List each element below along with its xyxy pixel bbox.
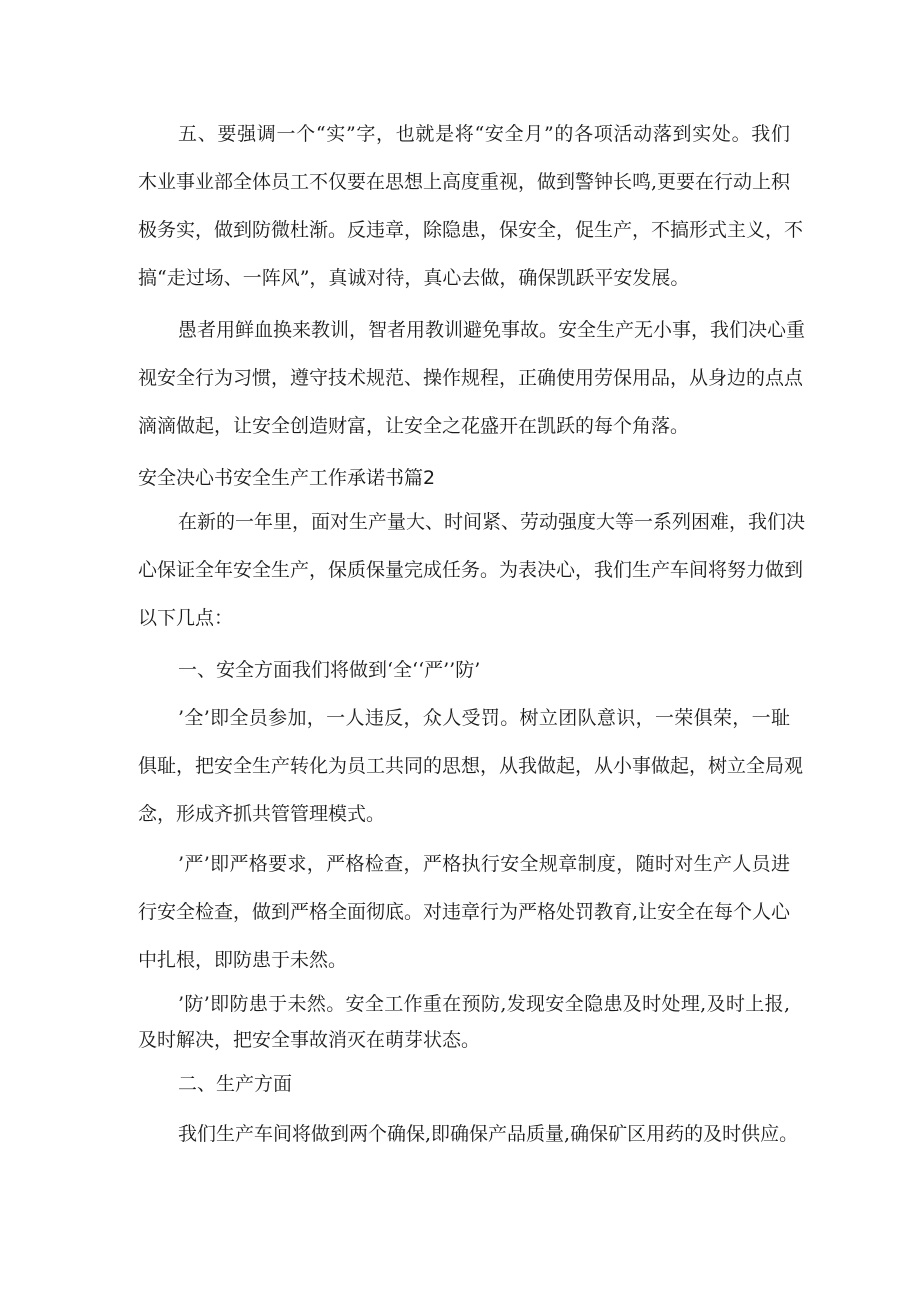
text-line: 滴滴做起，让安全创造财富，让安全之花盛开在凯跃的每个角落。: [138, 415, 690, 437]
text-line: 以下几点：: [138, 607, 234, 629]
text-line: 念，形成齐抓共管管理模式。: [138, 803, 386, 825]
text-line: 木业事业部全体员工不仅要在思想上高度重视，做到警钟长鸣,更要在行动上积: [138, 171, 791, 193]
paragraph-production-aspect: [138, 1060, 790, 1108]
section-heading: 安全决心书安全生产工作承诺书篇2: [138, 467, 436, 489]
text-line: 五、要强调一个“实”字，也就是将“安全月”的各项活动落到实处。我们: [178, 123, 790, 145]
text-line: ’全’即全员参加，一人违反，众人受罚。树立团队意识，一荣俱荣，一耻: [178, 707, 790, 729]
paragraph-fang: [138, 986, 790, 1058]
paragraph-safety-month: [138, 110, 804, 302]
text-line: 二、生产方面: [178, 1073, 293, 1095]
text-line: ’严’即严格要求，严格检查，严格执行安全规章制度，随时对生产人员进: [178, 853, 790, 875]
text-line: 极务实，做到防微杜渐。反违章，除隐患，保安全，促生产，不搞形式主义，不: [138, 219, 804, 241]
paragraph-intro: [138, 498, 806, 642]
text-line: ’防’即防患于未然。安全工作重在预防,发现安全隐患及时处理,及时上报,: [178, 993, 790, 1015]
text-line: 我们生产车间将做到两个确保,即确保产品质量,确保矿区用药的及时供应。: [178, 1123, 799, 1145]
text-line: 中扎根，即防患于未然。: [138, 949, 348, 971]
text-line: 搞“走过场、一阵风”，真诚对待，真心去做，确保凯跃平安发展。: [138, 267, 690, 289]
paragraph-safety-aspect: [138, 646, 790, 694]
text-line: 心保证全年安全生产，保质保量完成任务。为表决心，我们生产车间将努力做到: [138, 559, 804, 581]
text-line: 在新的一年里，面对生产量大、时间紧、劳动强度大等一系列困难，我们决: [178, 511, 806, 533]
text-line: 俱耻，把安全生产转化为员工共同的思想，从我做起，从小事做起，树立全局观: [138, 755, 804, 777]
text-line: 愚者用鲜血换来教训，智者用教训避免事故。安全生产无小事，我们决心重: [178, 319, 806, 341]
paragraph-two-guarantees: [138, 1110, 799, 1158]
paragraph-quan: [138, 694, 804, 838]
text-line: 行安全检查，做到严格全面彻底。对违章行为严格处罚教育,让安全在每个人心: [138, 901, 791, 923]
paragraph-lessons: [138, 306, 806, 450]
text-line: 及时解决，把安全事故消灭在萌芽状态。: [138, 1029, 481, 1051]
text-line: 视安全行为习惯，遵守技术规范、操作规程，正确使用劳保用品，从身边的点点: [138, 367, 804, 389]
text-line: 一、安全方面我们将做到‘全‘‘严’’防’: [178, 659, 481, 681]
paragraph-yan: [138, 840, 790, 984]
